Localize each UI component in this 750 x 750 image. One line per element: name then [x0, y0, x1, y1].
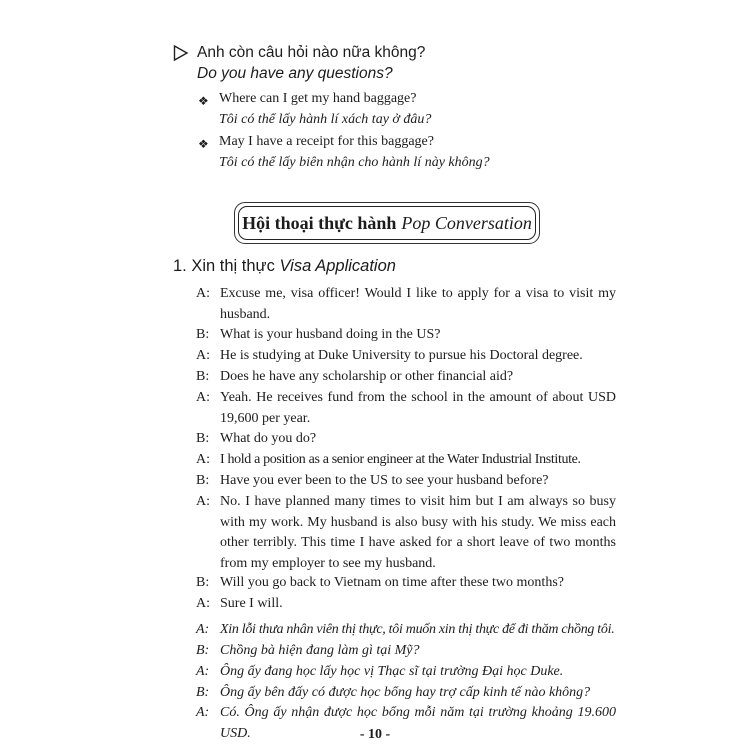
section-heading [238, 206, 536, 240]
diamond-bullet-icon: ❖ [198, 137, 209, 151]
bullet-vietnamese: Tôi có thể lấy hành lí xách tay ở đâu? [219, 112, 432, 127]
dialogue-line [196, 367, 616, 388]
speaker-label: B: [196, 643, 210, 658]
speaker-label: A: [196, 596, 210, 611]
diamond-bullet-icon: ❖ [198, 94, 209, 108]
speaker-label: A: [196, 286, 210, 301]
dialogue-line [196, 284, 616, 325]
dialogue-line-vietnamese [196, 662, 616, 683]
speaker-label: A: [196, 622, 210, 637]
bullet-english: Where can I get my hand baggage? [219, 91, 417, 106]
speaker-label: B: [196, 575, 210, 590]
conversation-heading [173, 257, 396, 276]
dialogue-line-vietnamese [196, 641, 616, 662]
dialogue-line [196, 346, 616, 367]
speaker-label: A: [196, 494, 210, 509]
dialogue-text: Will you go back to Vietnam on time after these two months? [220, 575, 564, 590]
conversation-heading-english: Visa Application [279, 257, 396, 275]
dialogue-text: Excuse me, visa officer! Would I like to apply for a visa to visit my husband. [220, 286, 616, 322]
dialogue-line-vietnamese [196, 620, 616, 641]
dialogue-text: Có. Ông ấy nhận được học bổng mỗi năm tại trường khoảng 19.600 USD. [220, 705, 616, 741]
speaker-label: B: [196, 327, 210, 342]
speaker-label: A: [196, 452, 210, 467]
conversation-heading-vietnamese: 1. Xin thị thực [173, 257, 275, 275]
dialogue-line [196, 429, 616, 450]
speaker-label: A: [196, 705, 210, 720]
section-title-english: Pop Conversation [401, 212, 532, 233]
speaker-label: A: [196, 348, 210, 363]
bullet-english: May I have a receipt for this baggage? [219, 134, 434, 149]
dialogue-text: Ông ấy đang học lấy học vị Thạc sĩ tại trường Đại học Duke. [220, 664, 564, 679]
dialogue-line [196, 492, 616, 574]
dialogue-text: Sure I will. [220, 596, 283, 611]
question-english: Do you have any questions? [197, 65, 393, 82]
dialogue-line [196, 450, 616, 471]
section-title-vietnamese: Hội thoại thực hành [242, 212, 397, 233]
dialogue-text: Ông ấy bên đấy có được học bổng hay trợ cấp kinh tế nào không? [220, 685, 591, 700]
speaker-label: B: [196, 431, 210, 446]
speaker-label: B: [196, 685, 210, 700]
dialogue-line [196, 594, 616, 615]
dialogue-text: Xin lỗi thưa nhân viên thị thực, tôi muốn xin thị thực để đi thăm chồng tôi. [220, 622, 615, 637]
dialogue-text: He is studying at Duke University to pursue his Doctoral degree. [220, 348, 583, 363]
dialogue-line-vietnamese [196, 703, 616, 744]
dialogue-line [196, 325, 616, 346]
speaker-label: B: [196, 473, 210, 488]
dialogue-text: What is your husband doing in the US? [220, 327, 441, 342]
speaker-label: B: [196, 369, 210, 384]
dialogue-text: Yeah. He receives fund from the school in the amount of about USD 19,600 per year. [220, 390, 616, 426]
dialogue-text: I hold a position as a senior engineer at the Water Industrial Institute. [220, 452, 581, 467]
bullet-vietnamese: Tôi có thể lấy biên nhận cho hành lí này không? [219, 155, 490, 170]
dialogue-text: Have you ever been to the US to see your husband before? [220, 473, 549, 488]
dialogue-line [196, 471, 616, 492]
speaker-label: A: [196, 390, 210, 405]
dialogue-text: Does he have any scholarship or other financial aid? [220, 369, 514, 384]
dialogue-text: No. I have planned many times to visit him but I am always so busy with my work. My husband is also busy with his study. We miss each other terribly. This time I have asked for a short leave of two months from my employer to see my husband. [220, 494, 616, 571]
dialogue-line [196, 573, 616, 594]
triangle-arrow-icon [173, 44, 189, 62]
dialogue-text: Chồng bà hiện đang làm gì tại Mỹ? [220, 643, 420, 658]
dialogue-text: What do you do? [220, 431, 317, 446]
section-heading-box [234, 202, 540, 244]
speaker-label: A: [196, 664, 210, 679]
dialogue-line [196, 388, 616, 429]
page-number: - 10 - [359, 727, 391, 742]
question-vietnamese: Anh còn câu hỏi nào nữa không? [197, 44, 426, 61]
dialogue-line-vietnamese [196, 683, 616, 704]
